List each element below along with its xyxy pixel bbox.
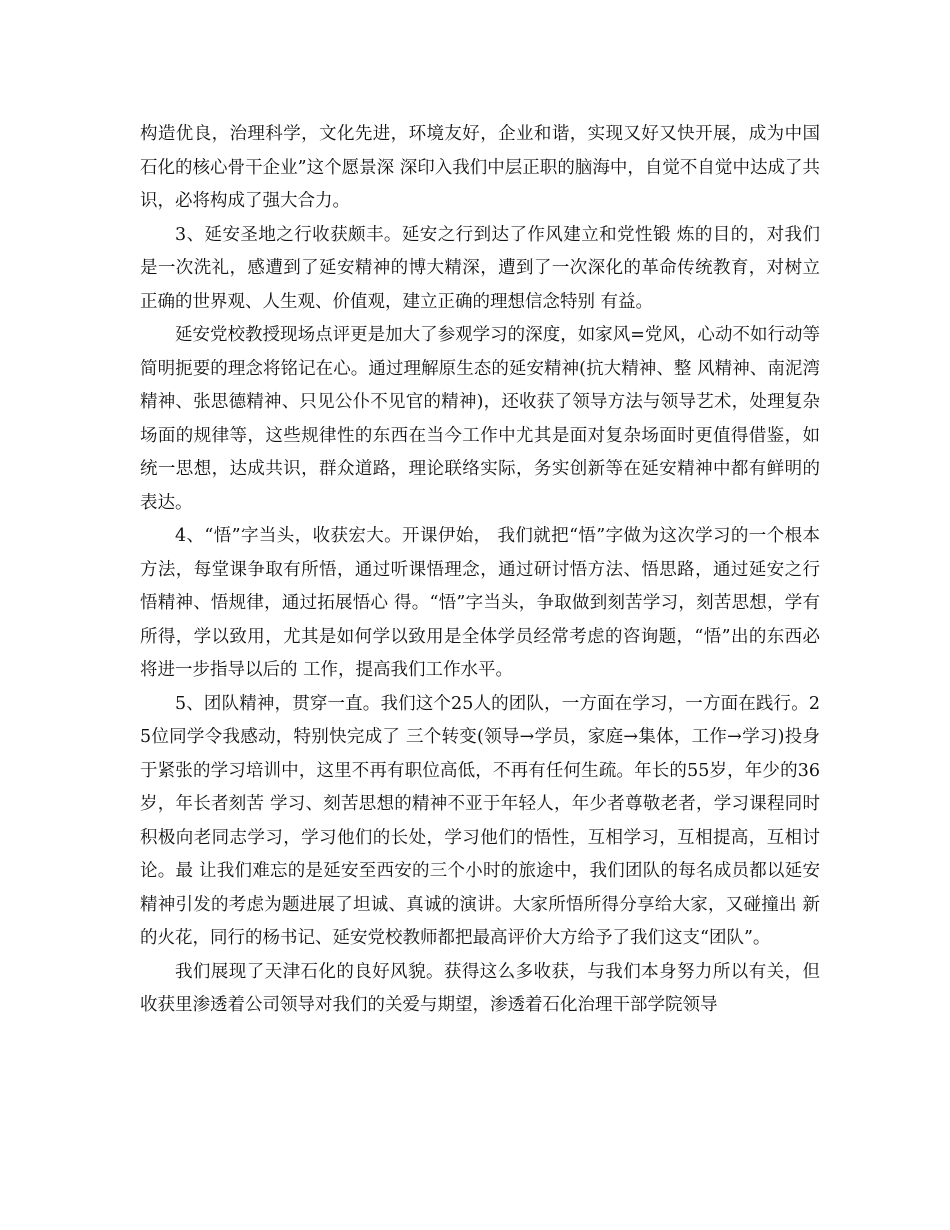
paragraph-party-school-review: 延安党校教授现场点评更是加大了参观学习的深度，如家风=党风，心动不如行动等简明扼要的理念将铭记在心。通过理解原生态的延安精神(抗大精神、整 风精神、南泥湾精神、张思德精神、只见公仆不见官的精神)，还收获了领导方法与领导艺术，处理复杂场面的规律等，这些规律性的东西在当今工作中尤其是面对复杂场面时更值得借鉴，如统一思想，达成共识，群众道路，理论联络实际，务实创新等在延安精神中都有鲜明的表达。 xyxy=(140,325,820,513)
paragraph-tianjin-image: 我们展现了天津石化的良好风貌。获得这么多收获，与我们本身努力所以有关，但收获里渗透着公司领导对我们的关爱与期望，渗透着石化治理干部学院领导 xyxy=(140,961,820,1015)
paragraph-yanan-trip: 3、延安圣地之行收获颇丰。延安之行到达了作风建立和党性锻 炼的目的，对我们是一次洗礼，感遭到了延安精神的博大精深，遭到了一次深化的革命传统教育，对树立正确的世界观、人生观、价值观，建立正确的理想信念特别 有益。 xyxy=(140,224,820,312)
document-body xyxy=(140,118,820,1023)
paragraph-team-spirit: 5、团队精神，贯穿一直。我们这个25人的团队，一方面在学习，一方面在践行。25位同学令我感动，特别快完成了 三个转变(领导→学员，家庭→集体，工作→学习)投身于紧张的学习培训中，这里不再有职位高低，不再有任何生疏。年长的55岁，年少的36岁，年长者刻苦 学习、刻苦思想的精神不亚于年轻人，年少者尊敬老者，学习课程同时积极向老同志学习，学习他们的长处，学习他们的悟性，互相学习，互相提高，互相讨论。最 让我们难忘的是延安至西安的三个小时的旅途中，我们团队的每名成员都以延安精神引发的考虑为题进展了坦诚、真诚的演讲。大家所悟所得分享给大家，又碰撞出 新的火花，同行的杨书记、延安党校教师都把最高评价大方给予了我们这支“团队”。 xyxy=(140,693,820,948)
paragraph-wu-method: 4、“悟”字当头，收获宏大。开课伊始， 我们就把“悟”字做为这次学习的一个根本方法，每堂课争取有所悟，通过听课悟理念，通过研讨悟方法、悟思路，通过延安之行悟精神、悟规律，通过拓展悟心 得。“悟”字当头，争取做到刻苦学习，刻苦思想，学有所得，学以致用，尤其是如何学以致用是全体学员经常考虑的咨询题，“悟”出的东西必将进一步指导以后的 工作，提高我们工作水平。 xyxy=(140,526,820,680)
paragraph-vision-continuation: 构造优良，治理科学，文化先进，环境友好，企业和谐，实现又好又快开展，成为中国石化的核心骨干企业”这个愿景深 深印入我们中层正职的脑海中，自觉不自觉中达成了共识，必将构成了强大合力。 xyxy=(140,124,820,211)
